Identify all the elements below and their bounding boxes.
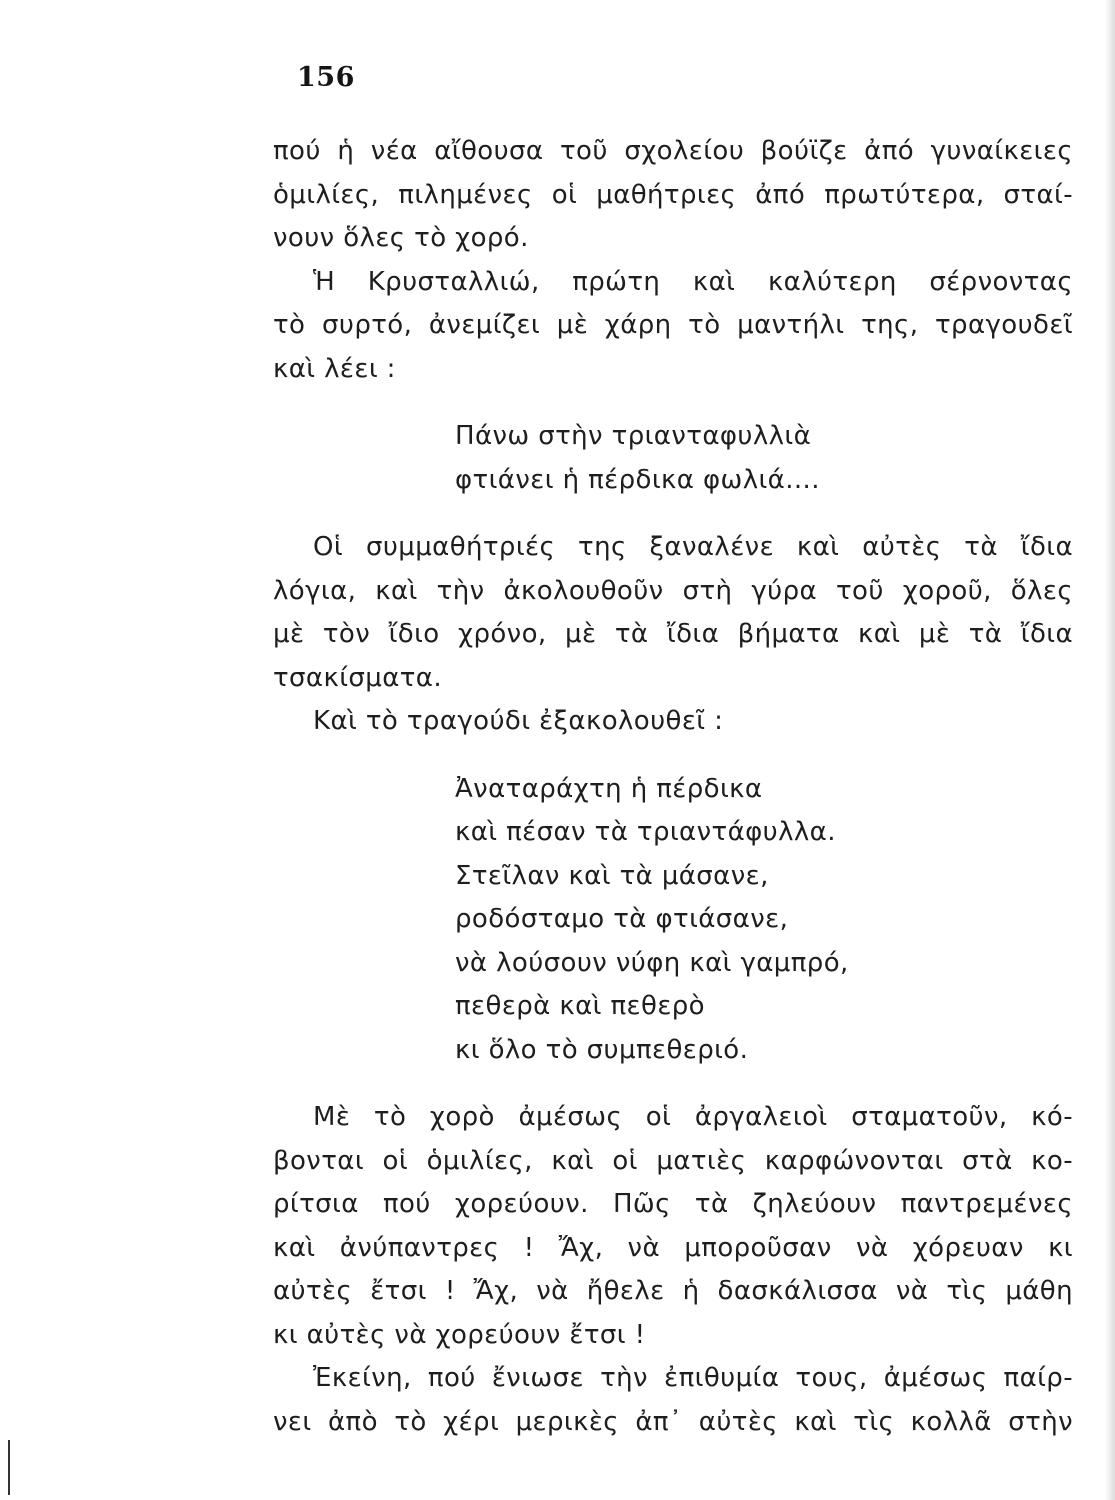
page-number: 156 <box>297 62 355 93</box>
verse-line: Πάνω στὴν τριανταφυλλιὰ <box>455 421 812 451</box>
verse-line: Ἀναταράχτη ἡ πέρδικα <box>455 773 763 804</box>
text-line: κι αὐτὲς νὰ χορεύουν ἔτσι ! <box>273 1319 646 1350</box>
text-line: νει ἀπὸ τὸ χέρι μερικὲς ἀπ᾿ αὐτὲς καὶ τὶς κολλᾶ στὴν <box>273 1406 1073 1437</box>
text-line: πού ἡ νέα αἴθουσα τοῦ σχολείου βούϊζε ἀπό γυναίκειες <box>273 136 1073 166</box>
text-line: μὲ τὸν ἴδιο χρόνο, μὲ τὰ ἴδια βήματα καὶ μὲ τὰ ἴδια <box>273 619 1073 649</box>
text-line: τσακίσματα. <box>273 662 443 693</box>
text-line: λόγια, καὶ τὴν ἀκολουθοῦν στὴ γύρα τοῦ χοροῦ, ὅλες <box>273 575 1073 606</box>
verse-line: νὰ λούσουν νύφη καὶ γαμπρό, <box>455 947 849 978</box>
text-line: Ἡ Κρυσταλλιώ, πρώτη καὶ καλύτερη σέρνοντας <box>313 266 1073 297</box>
scan-artifact <box>8 1440 10 1495</box>
text-line: Μὲ τὸ χορὸ ἀμέσως οἱ ἀργαλειοὶ σταματοῦν, κό- <box>313 1102 1073 1132</box>
verse-line: κι ὅλο τὸ συμπεθεριό. <box>455 1034 749 1065</box>
text-line: Οἱ συμμαθήτριές της ξαναλένε καὶ αὐτὲς τὰ ἴδια <box>313 532 1073 562</box>
text-line: νουν ὅλες τὸ χορό. <box>273 223 529 253</box>
text-line: καὶ ἀνύπαντρες ! Ἄχ, νὰ μποροῦσαν νὰ χόρευαν κι <box>273 1232 1073 1263</box>
text-line: τὸ συρτό, ἀνεμίζει μὲ χάρη τὸ μαντήλι της, τραγουδεῖ <box>273 310 1073 340</box>
text-line: Καὶ τὸ τραγούδι ἐξακολουθεῖ : <box>313 706 724 736</box>
verse-line: ροδόσταμο τὰ φτιάσανε, <box>455 904 789 934</box>
verse-line: πεθερὰ καὶ πεθερὸ <box>455 991 705 1021</box>
verse-line: φτιάνει ἡ πέρδικα φωλιά.... <box>455 464 820 495</box>
text-line: ρίτσια πού χορεύουν. Πῶς τὰ ζηλεύουν παντρεμένες <box>273 1189 1073 1219</box>
text-line: ὁμιλίες, πιλημένες οἱ μαθήτριες ἀπό πρωτύτερα, σταί- <box>273 179 1073 210</box>
text-line: βονται οἱ ὁμιλίες, καὶ οἱ ματιὲς καρφώνονται στὰ κο- <box>273 1145 1073 1176</box>
verse-line: Στεῖλαν καὶ τὰ μάσανε, <box>455 860 769 891</box>
text-line: αὐτὲς ἔτσι ! Ἄχ, νὰ ἤθελε ἡ δασκάλισσα νὰ τὶς μάθη <box>273 1276 1073 1306</box>
page-edge-shadow <box>1105 0 1115 1500</box>
text-line: Ἐκείνη, πού ἔνιωσε τὴν ἐπιθυμία τους, ἀμέσως παίρ- <box>313 1363 1073 1393</box>
text-line: καὶ λέει : <box>273 353 396 384</box>
verse-line: καὶ πέσαν τὰ τριαντάφυλλα. <box>455 817 836 847</box>
